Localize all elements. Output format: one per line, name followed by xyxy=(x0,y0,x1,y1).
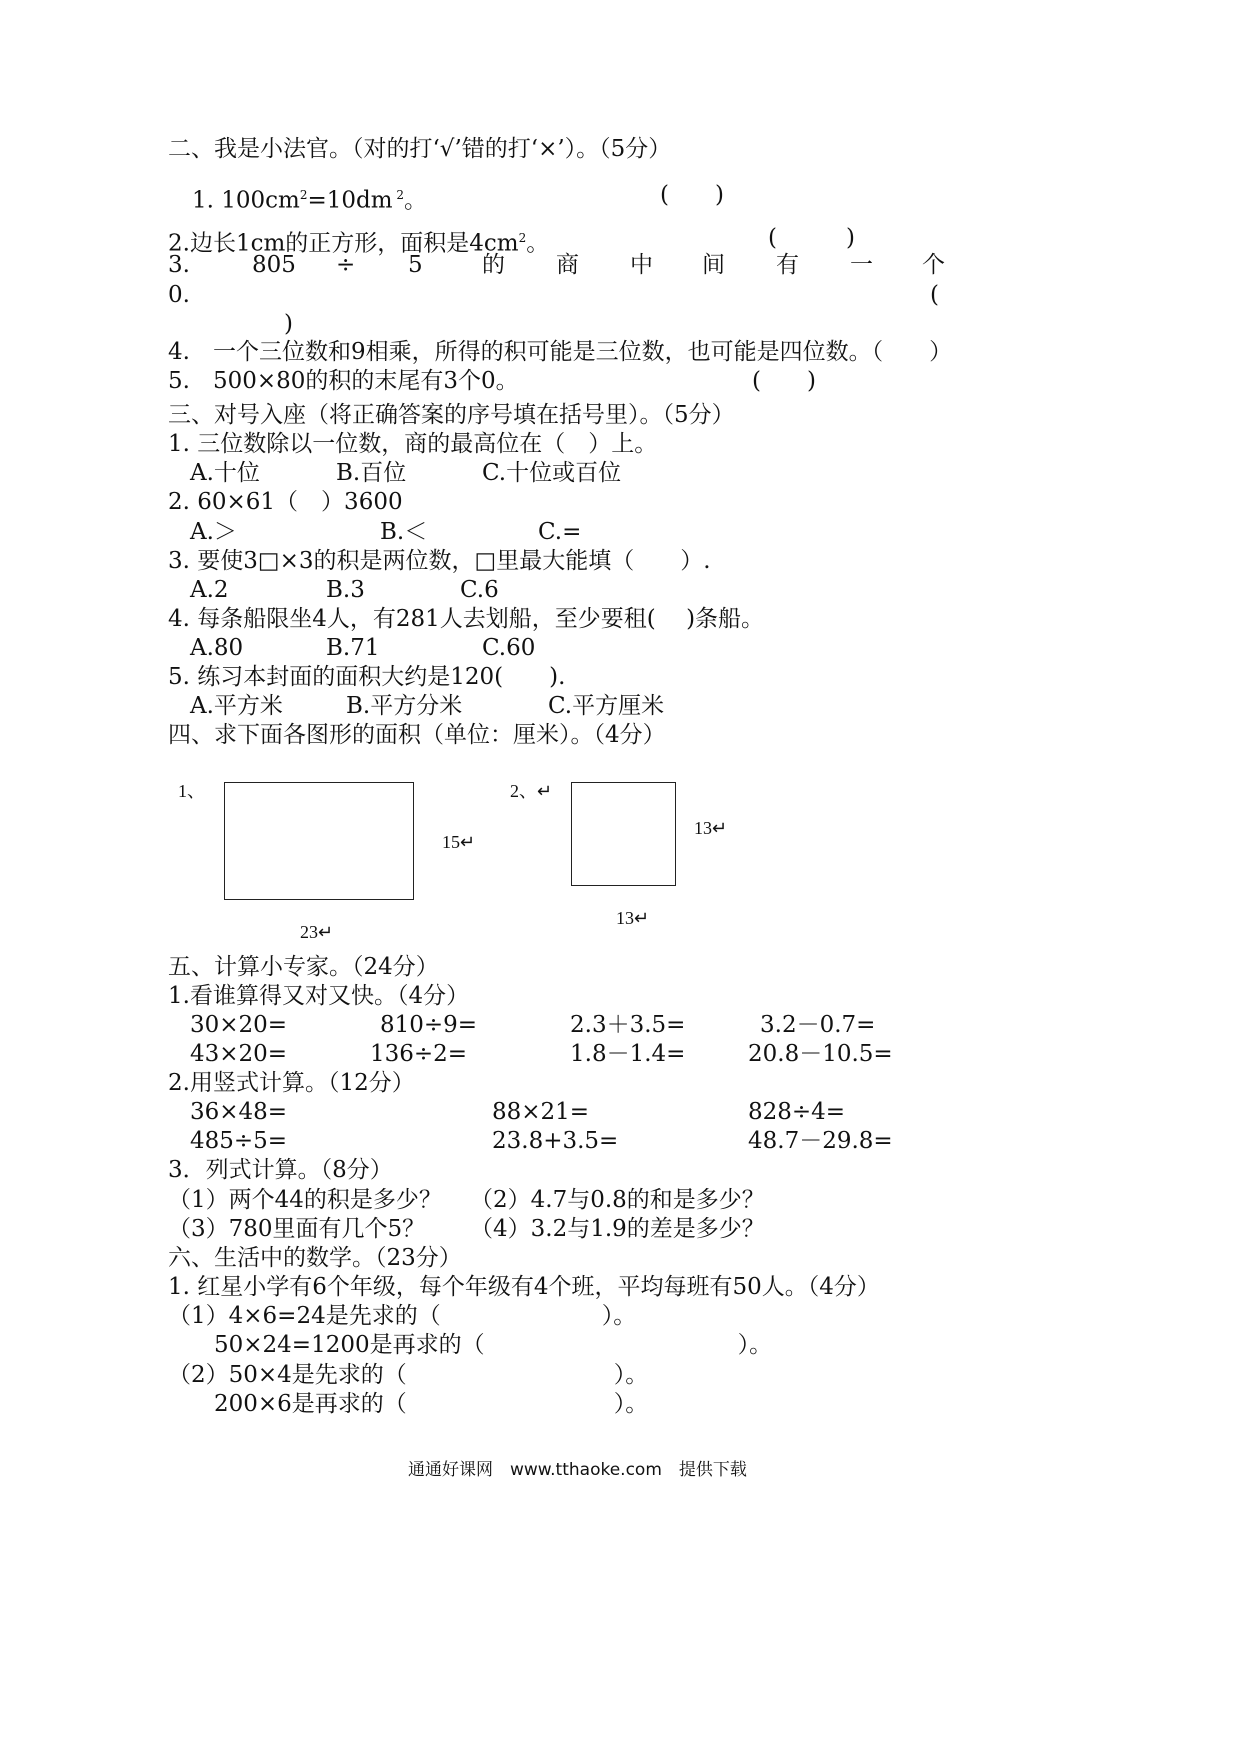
section-2-title: 二、我是小法官。（对的打‘√’错的打‘×’）。（5分） xyxy=(168,136,672,162)
section-4-title: 四、求下面各图形的面积（单位：厘米）。（4分） xyxy=(168,722,666,748)
section-3-title: 三、对号入座（将正确答案的序号填在括号里）。（5分） xyxy=(168,402,735,428)
fig2-width: 13↵ xyxy=(616,908,650,928)
fig1-height: 15↵ xyxy=(442,832,476,852)
s3-q1: 1. 三位数除以一位数，商的最高位在（ ）上。 xyxy=(168,431,658,457)
s2-q1-paren: ( ) xyxy=(660,182,724,208)
section-5-title: 五、计算小专家。（24分） xyxy=(168,954,439,980)
fig2-height: 13↵ xyxy=(694,818,728,838)
s5-p3: 3．列式计算。（8分） xyxy=(168,1157,393,1183)
square-shape xyxy=(571,782,676,886)
s2-q5: 5. 500×80的积的末尾有3个0。 xyxy=(168,368,519,394)
s3-q5: 5. 练习本封面的面积大约是120( ). xyxy=(168,664,566,690)
s2-q1: 1. $100cm^2=10dm$ $^2$。 xyxy=(192,187,428,214)
s5-p1: 1.看谁算得又对又快。（4分） xyxy=(168,983,470,1009)
s3-q4: 4. 每条船限坐4人，有281人去划船，至少要租( )条船。 xyxy=(168,606,765,632)
fig2-label: 2、↵ xyxy=(510,781,553,801)
s6-q1: 1. 红星小学有6个年级，每个年级有4个班，平均每班有50人。（4分） xyxy=(168,1274,880,1300)
fig1-label: 1、 xyxy=(178,781,205,801)
s2-q5-paren: ( ) xyxy=(752,368,816,394)
rectangle-shape xyxy=(224,782,414,900)
s2-q2: 2.边长1cm的正方形，面积是$4cm^2$。 xyxy=(168,230,550,257)
s2-q4: 4. 一个三位数和9相乘，所得的积可能是三位数，也可能是四位数。（ ） xyxy=(168,339,953,365)
s6-line1: （1）4×6=24是先求的（ ）。 xyxy=(168,1303,637,1329)
page-footer: 通通好课网 www.tthaoke.com 提供下载 xyxy=(408,1460,747,1480)
s6-line3: （2）50×4是先求的（ ）。 xyxy=(168,1362,649,1388)
fig1-width: 23↵ xyxy=(300,922,334,942)
s3-q2: 2. 60×61（ ）3600 xyxy=(168,489,403,515)
s6-line2: 50×24=1200是再求的（ ）。 xyxy=(168,1332,773,1358)
s5-p2: 2.用竖式计算。（12分） xyxy=(168,1070,415,1096)
section-6-title: 六、生活中的数学。（23分） xyxy=(168,1245,462,1271)
s2-q2-paren: ( ) xyxy=(768,225,855,251)
s6-line4: 200×6是再求的（ ）。 xyxy=(168,1391,649,1417)
s3-q3: 3. 要使3□×3的积是两位数，□里最大能填（ ）. xyxy=(168,548,711,574)
